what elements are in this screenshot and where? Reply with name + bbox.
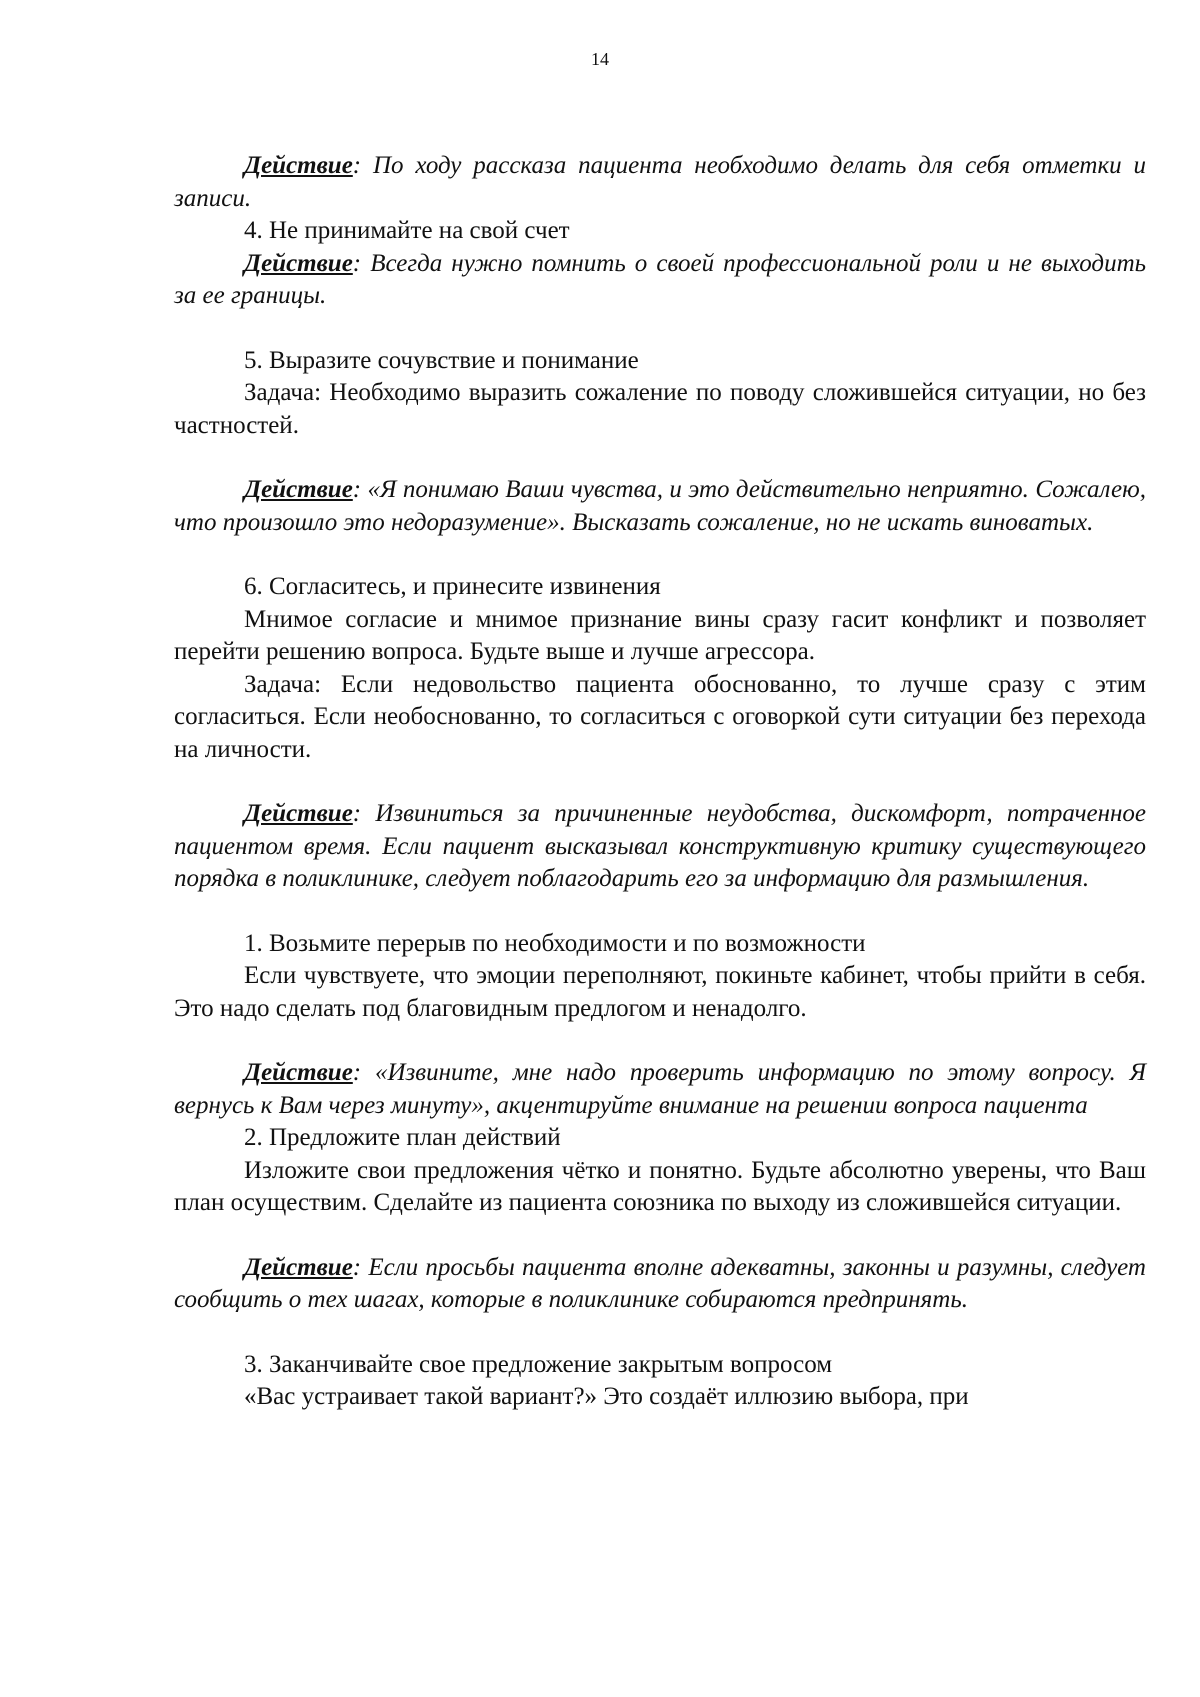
paragraph-spacer (174, 1025, 1146, 1057)
paragraph-spacer (174, 896, 1146, 928)
body-paragraph: Задача: Если недовольство пациента обоснованно, то лучше сразу с этим согласиться. Если необоснованно, то согласиться с оговоркой сути ситуации без перехода на личности. (174, 670, 1146, 763)
body-paragraph: Если чувствуете, что эмоции переполняют, покиньте кабинет, чтобы прийти в себя. Это надо сделать под благовидным предлогом и ненадолго. (174, 962, 1146, 1022)
action-text: : Если просьбы пациента вполне адекватны, законны и разумны, следует сообщить о тех шагах, которые в поликлинике собираются предпринять. (174, 1253, 1146, 1313)
section-heading: 5. Выразите сочувствие и понимание (244, 346, 639, 374)
page-number: 14 (591, 49, 609, 69)
paragraph-spacer (174, 1317, 1146, 1349)
action-text: : По ходу рассказа пациента необходимо делать для себя отметки и записи. (174, 152, 1146, 212)
action-paragraph (174, 1057, 1146, 1122)
section-heading: 3. Заканчивайте свое предложение закрытым вопросом (244, 1350, 833, 1378)
action-paragraph (174, 1252, 1146, 1317)
action-label: Действие (244, 800, 353, 827)
paragraph-spacer (174, 442, 1146, 474)
action-label: Действие (244, 1253, 353, 1281)
section-heading: 6. Согласитесь, и принесите извинения (244, 573, 661, 600)
body-paragraph: «Вас устраивает такой вариант?» Это создаёт иллюзию выбора, при (244, 1383, 969, 1410)
body-paragraph: Изложите свои предложения чётко и понятно. Будьте абсолютно уверены, что Ваш план осуществим. Сделайте из пациента союзника по выходу из сложившейся ситуации. (174, 1156, 1146, 1216)
action-paragraph (174, 150, 1146, 215)
action-label: Действие (244, 476, 353, 503)
section-heading: 4. Не принимайте на свой счет (244, 217, 570, 244)
action-label: Действие (244, 1059, 353, 1086)
action-text: : «Извините, мне надо проверить информацию по этому вопросу. Я вернусь к Вам через минуту», акцентируйте внимание на решении вопроса пациента (174, 1059, 1146, 1119)
paragraph-spacer (174, 539, 1146, 571)
document-body (174, 150, 1146, 1414)
action-text: : «Я понимаю Ваши чувства, и это действительно неприятно. Сожалею, что произошло это недоразумение». Высказать сожаление, но не искать виноватых. (174, 476, 1146, 536)
action-text: : Всегда нужно помнить о своей профессиональной роли и не выходить за ее границы. (174, 249, 1146, 309)
action-label: Действие (244, 152, 353, 179)
action-text: : Извиниться за причиненные неудобства, дискомфорт, потраченное пациентом время. Если пациент высказывал конструктивную критику существующего порядка в поликлинике, следует поблагодарить его за информацию для размышления. (174, 800, 1146, 892)
paragraph-spacer (174, 313, 1146, 345)
body-paragraph: Мнимое согласие и мнимое признание вины сразу гасит конфликт и позволяет перейти решению вопроса. Будьте выше и лучше агрессора. (174, 605, 1146, 665)
section-heading: 1. Возьмите перерыв по необходимости и по возможности (244, 929, 866, 957)
body-paragraph: Задача: Необходимо выразить сожаление по поводу сложившейся ситуации, но без частностей. (174, 379, 1146, 439)
action-paragraph (174, 248, 1146, 313)
paragraph-spacer (174, 766, 1146, 798)
action-paragraph (174, 798, 1146, 896)
paragraph-spacer (174, 1220, 1146, 1252)
action-paragraph (174, 474, 1146, 539)
action-label: Действие (244, 249, 353, 277)
section-heading: 2. Предложите план действий (244, 1124, 561, 1151)
